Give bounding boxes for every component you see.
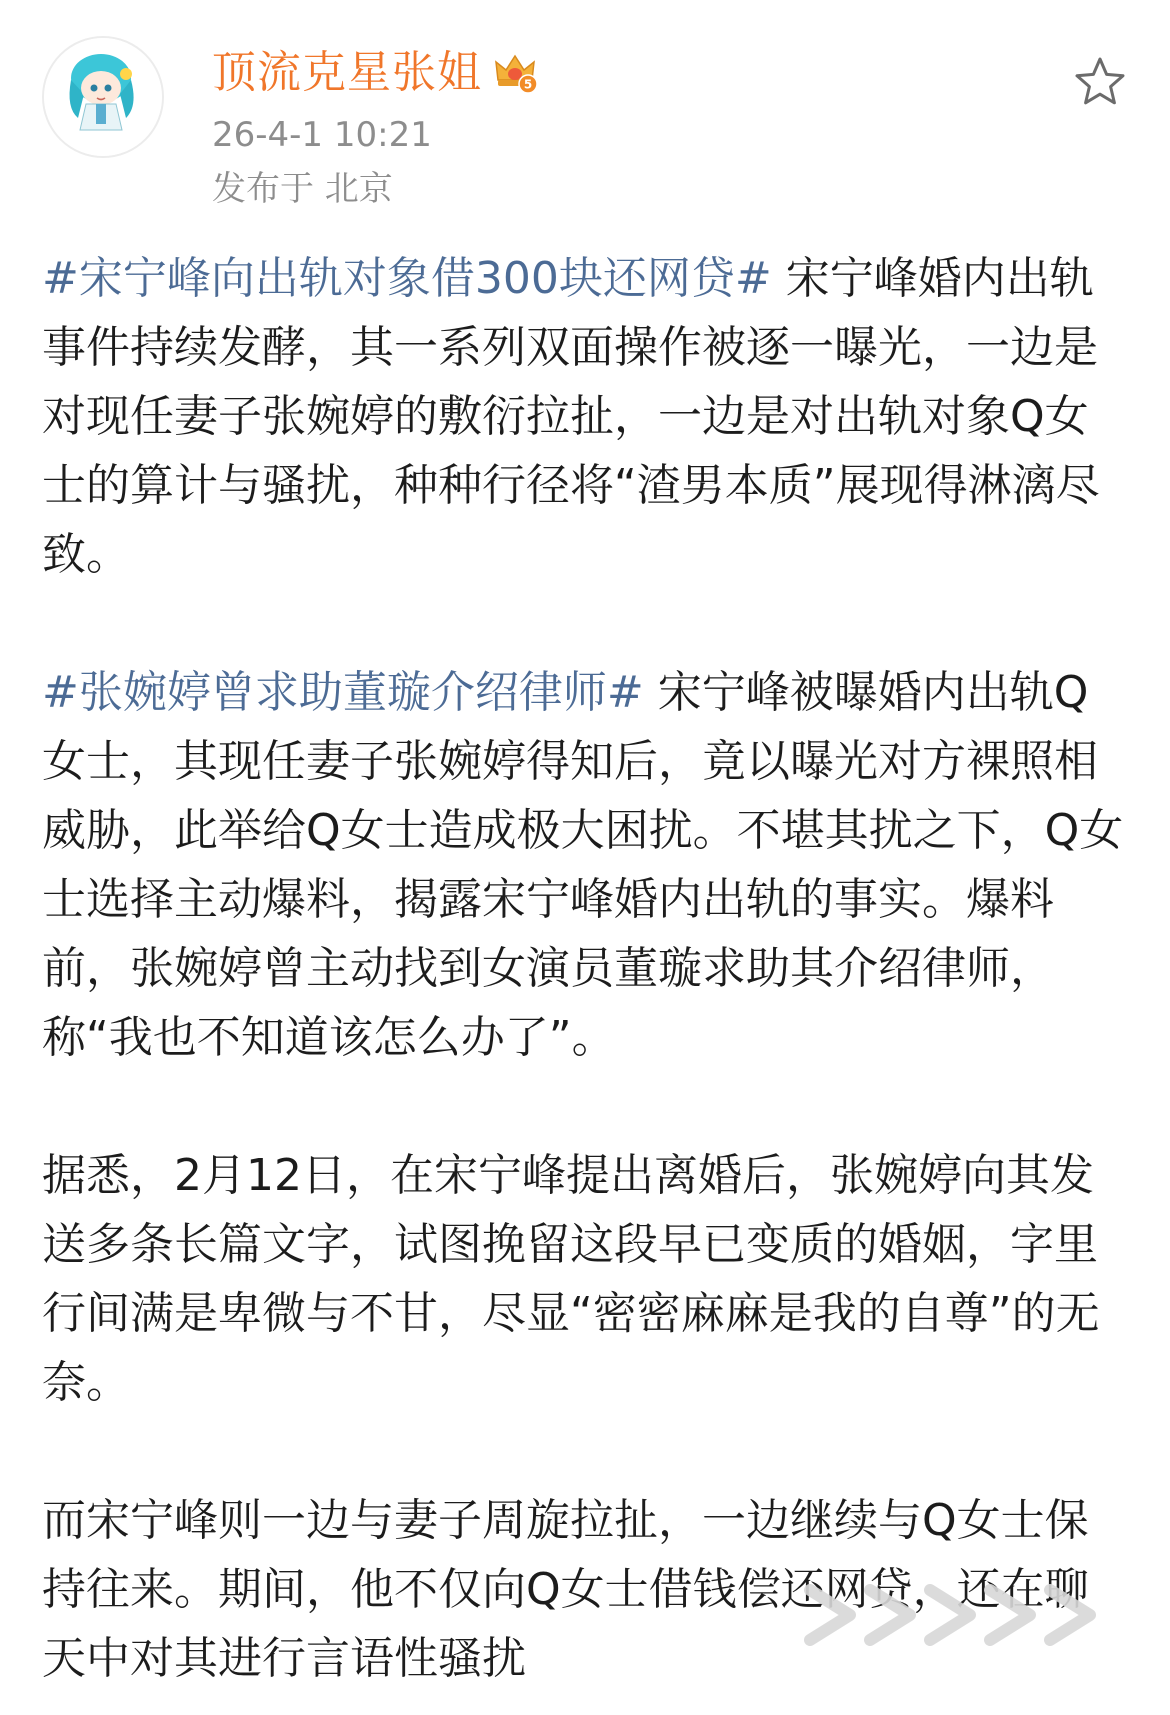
paragraph-4: [42, 1486, 1132, 1693]
crown-badge-icon: [492, 50, 538, 96]
post-content: [42, 244, 1132, 1693]
paragraph-text: 宋宁峰婚内出轨事件持续发酵，其一系列双面操作被逐一曝光，一边是对现任妻子张婉婷的敷衍拉扯，一边是对出轨对象Q女士的算计与骚扰，种种行径将“渣男本质”展现得淋漓尽致。: [42, 253, 1100, 580]
post-time: 26-4-1 10:21: [212, 115, 432, 155]
topic-link[interactable]: #宋宁峰向出轨对象借300块还网贷#: [42, 253, 772, 304]
paragraph-text: 据悉，2月12日，在宋宁峰提出离婚后，张婉婷向其发送多条长篇文字，试图挽留这段早已变质的婚姻，字里行间满是卑微与不甘，尽显“密密麻麻是我的自尊”的无奈。: [42, 1150, 1100, 1408]
author-row: [212, 42, 538, 104]
post-header: [0, 0, 1170, 230]
favorite-button[interactable]: [1072, 54, 1128, 110]
paragraph-2: [42, 658, 1132, 1072]
paragraph-3: [42, 1141, 1132, 1417]
avatar[interactable]: [42, 36, 164, 158]
star-outline-icon: [1072, 54, 1128, 110]
badge-level: 5: [523, 77, 533, 92]
paragraph-text: 而宋宁峰则一边与妻子周旋拉扯，一边继续与Q女士保持往来。期间，他不仅向Q女士借钱偿还网贷，还在聊天中对其进行言语性骚扰: [42, 1495, 1089, 1684]
paragraph-1: [42, 244, 1132, 589]
paragraph-text: 宋宁峰被曝婚内出轨Q女士，其现任妻子张婉婷得知后，竟以曝光对方裸照相威胁，此举给Q女士造成极大困扰。不堪其扰之下，Q女士选择主动爆料，揭露宋宁峰婚内出轨的事实。爆料前，张婉婷曾主动找到女演员董璇求助其介绍律师，称“我也不知道该怎么办了”。: [42, 667, 1124, 1063]
topic-link[interactable]: #张婉婷曾求助董璇介绍律师#: [42, 667, 644, 718]
post-location: 发布于 北京: [212, 169, 393, 209]
author-name[interactable]: 顶流克星张姐: [212, 47, 482, 98]
